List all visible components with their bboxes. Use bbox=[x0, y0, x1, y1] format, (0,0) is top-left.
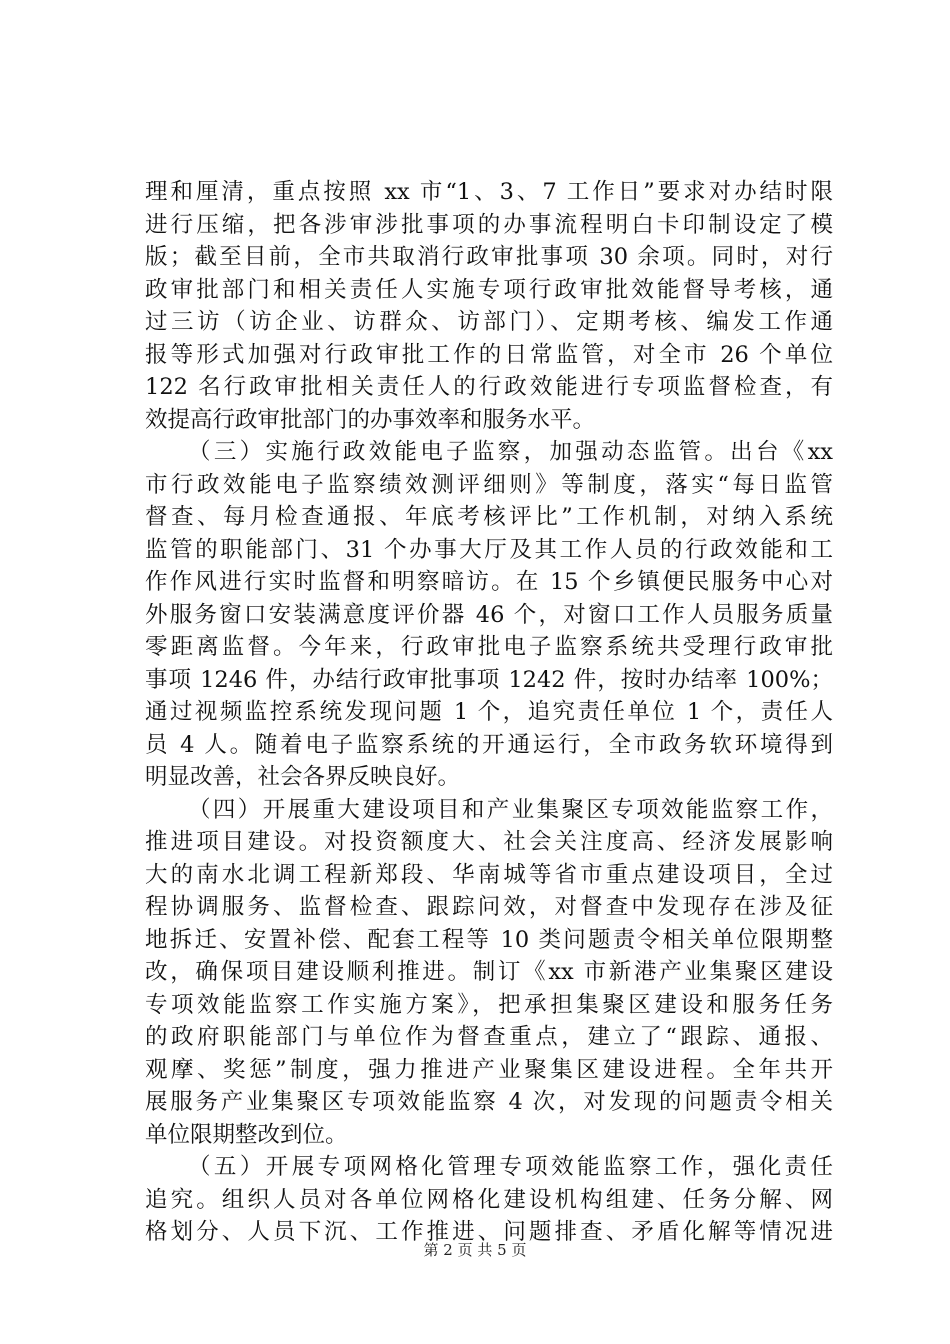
text-line: 市行政效能电子监察绩效测评细则》等制度，落实“每日监管 bbox=[145, 471, 833, 498]
text-line: 作作风进行实时监督和明察暗访。在 15 个乡镇便民服务中心对 bbox=[145, 569, 833, 595]
page-footer: 第 2 页 共 5 页 bbox=[423, 1241, 527, 1259]
text-line: 单位限期整改到位。 bbox=[145, 1121, 348, 1148]
document-body bbox=[145, 176, 833, 1249]
text-line: 122 名行政审批相关责任人的行政效能进行专项监督检查，有 bbox=[145, 374, 833, 400]
text-line: 督查、每月检查通报、年底考核评比”工作机制，对纳入系统 bbox=[145, 504, 833, 530]
text-line: （四）开展重大建设项目和产业集聚区专项效能监察工作， bbox=[188, 796, 833, 823]
text-line: 理和厘清，重点按照 xx 市“1、3、7 工作日”要求对办结时限 bbox=[145, 179, 833, 205]
text-line: 大的南水北调工程新郑段、华南城等省市重点建设项目，全过 bbox=[145, 861, 833, 888]
text-line: 程协调服务、监督检查、跟踪问效，对督查中发现存在涉及征 bbox=[145, 894, 833, 920]
text-line: 的政府职能部门与单位作为督查重点，建立了“跟踪、通报、 bbox=[145, 1024, 833, 1050]
text-line: 明显改善，社会各界反映良好。 bbox=[145, 764, 461, 790]
text-line: 进行压缩，把各涉审涉批事项的办事流程明白卡印制设定了模 bbox=[145, 211, 833, 238]
text-line: 展服务产业集聚区专项效能监察 4 次，对发现的问题责令相关 bbox=[145, 1089, 833, 1115]
text-line: 专项效能监察工作实施方案》，把承担集聚区建设和服务任务 bbox=[145, 991, 833, 1018]
text-line: （五）开展专项网格化管理专项效能监察工作，强化责任 bbox=[188, 1154, 833, 1180]
text-line: 零距离监督。今年来，行政审批电子监察系统共受理行政审批 bbox=[145, 634, 833, 660]
text-line: 监管的职能部门、31 个办事大厅及其工作人员的行政效能和工 bbox=[145, 536, 833, 563]
text-line: 外服务窗口安装满意度评价器 46 个，对窗口工作人员服务质量 bbox=[145, 601, 833, 628]
text-line: 事项 1246 件，办结行政审批事项 1242 件，按时办结率 100%； bbox=[145, 666, 833, 693]
text-line: 过三访（访企业、访群众、访部门）、定期考核、编发工作通 bbox=[145, 309, 833, 335]
text-line: 地拆迁、安置补偿、配套工程等 10 类问题责令相关单位限期整 bbox=[145, 926, 833, 953]
text-line: 改，确保项目建设顺利推进。制订《xx 市新港产业集聚区建设 bbox=[145, 959, 833, 985]
text-line: 版；截至目前，全市共取消行政审批事项 30 余项。同时，对行 bbox=[145, 244, 833, 270]
text-line: 推进项目建设。对投资额度大、社会关注度高、经济发展影响 bbox=[145, 829, 833, 855]
text-line: 政审批部门和相关责任人实施专项行政审批效能督导考核，通 bbox=[145, 276, 833, 303]
text-line: 追究。组织人员对各单位网格化建设机构组建、任务分解、网 bbox=[145, 1186, 833, 1213]
text-line: 报等形式加强对行政审批工作的日常监管，对全市 26 个单位 bbox=[145, 341, 833, 368]
text-line: 格划分、人员下沉、工作推进、问题排查、矛盾化解等情况进 bbox=[145, 1219, 833, 1245]
text-line: 效提高行政审批部门的办事效率和服务水平。 bbox=[145, 406, 596, 433]
text-line: 通过视频监控系统发现问题 1 个，追究责任单位 1 个，责任人 bbox=[145, 699, 833, 725]
text-line: 员 4 人。随着电子监察系统的开通运行，全市政务软环境得到 bbox=[145, 731, 833, 758]
text-line: 观摩、奖惩”制度，强力推进产业聚集区建设进程。全年共开 bbox=[145, 1056, 833, 1083]
text-line: （三）实施行政效能电子监察，加强动态监管。出台《xx bbox=[188, 439, 833, 465]
